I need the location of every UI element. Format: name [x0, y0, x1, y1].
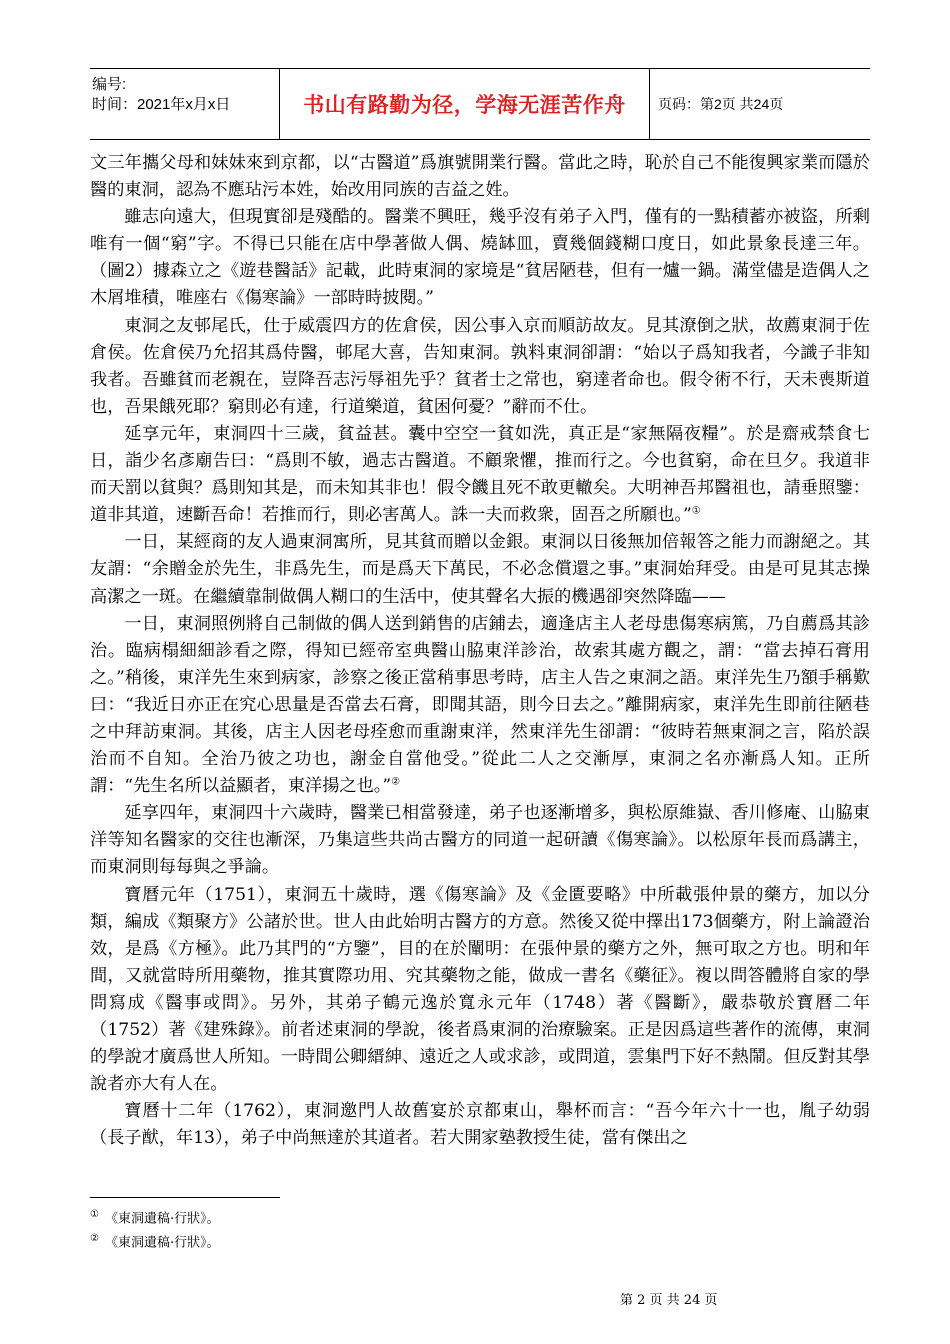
paragraph [90, 611, 870, 801]
footnote-item [90, 1229, 220, 1253]
header-page-label: 页码：第2页 共24页 [658, 96, 784, 112]
footnote-mark[interactable]: ① [691, 505, 701, 517]
footnote-item-text: 《東洞遺稿·行狀》。 [104, 1211, 220, 1227]
paragraph: 雖志向遠大，但現實卻是殘酷的。醫業不興旺，幾乎沒有弟子入門，僅有的一點積蓄亦被盜，所剩唯有一個“窮”字。不得已只能在店中學著做人偶、燒缽皿，賣幾個錢糊口度日，如此景象長達三年。（圖2）據森立之《遊巷醫話》記載，此時東洞的家境是“貧居陋巷，但有一爐一鍋。滿堂儘是造偶人之木屑堆積，唯座右《傷寒論》一部時時披閱。” [90, 207, 870, 309]
paragraph-text: 延享元年，東洞四十三歲，貧益甚。囊中空空一貧如洗，真正是“家無隔夜糧”。於是齋戒禁食七日，詣少名彥廟告曰：“爲則不敏，過志古醫道。不顧衆懼，推而行之。今也貧窮，命在旦夕。我道非而天罰以貧與？爲則知其是，而未知其非也！假令饑且死不敢更轍矣。大明神吾邦醫祖也，請垂照鑒：道非其道，速斷吾命！若推而行，則必害萬人。誅一夫而救衆，固吾之所願也。” [90, 423, 870, 526]
paragraph-text: 一日，東洞照例將自己制做的偶人送到銷售的店鋪去，適逢店主人老母患傷寒病篤，乃自薦爲其診治。臨病榻細細診看之際，得知已經帝室典醫山脇東洋診治，故索其處方觀之，謂：“當去掉石膏用之。”稍後，東洋先生來到病家，診察之後正當稍事思考時，店主人告之東洞之語。東洋先生乃額手稱歎曰：“我近日亦正在究心思量是否當去石膏，即聞其語，則今日去之。”離開病家，東洋先生即前往陋巷之中拜訪東洞。其後，店主人因老母痊愈而重謝東洋，然東洋先生卻謂：“彼時若無東洞之言，陷於誤治而不自知。全治乃彼之功也，謝金自當他受。”從此二人之交漸厚，東洞之名亦漸爲人知。正所謂：“先生名所以益顯者，東洋揚之也。” [90, 613, 870, 797]
footnote-item [90, 1205, 220, 1229]
footnote-divider [90, 1197, 280, 1198]
footnote-mark[interactable]: ② [391, 776, 401, 788]
body-text [90, 150, 870, 1152]
paragraph: 寶曆十二年（1762），東洞邀門人故舊宴於京都東山，舉杯而言：“吾今年六十一也，胤子幼弱（長子猷，年13），弟子中尚無達於其道者。若大開家塾教授生徒，當有傑出之 [90, 1101, 870, 1149]
paragraph: 寶曆元年（1751），東洞五十歲時，選《傷寒論》及《金匱要略》中所載張仲景的藥方，加以分類，編成《類聚方》公諸於世。世人由此始明古醫方的方意。然後又從中擇出173個藥方，附上論證治效，是爲《方極》。此乃其門的“方鑒”，目的在於闡明：在張仲景的藥方之外，無可取之方也。明和年間，又就當時所用藥物，推其實際功用、究其藥物之能，做成一書名《藥征》。複以問答體將自家的學問寫成《醫事或問》。另外，其弟子鶴元逸於寬永元年（1748）著《醫斷》，嚴恭敬於寶曆二年（1752）著《建殊錄》。前者述東洞的學說，後者爲東洞的治療驗案。正是因爲這些著作的流傳，東洞的學說才廣爲世人所知。一時間公卿縉紳、遠近之人或求診，或問道，雲集門下好不熱鬧。但反對其學說者亦大有人在。 [90, 884, 870, 1095]
header-motto: 书山有路勤为径，学海无涯苦作舟 [280, 69, 650, 139]
header-meta [90, 69, 280, 139]
paragraph [90, 421, 870, 529]
footnote-item-mark: ① [90, 1209, 99, 1220]
paragraph: 延享四年，東洞四十六歲時，醫業已相當發達，弟子也逐漸增多，與松原維嶽、香川修庵、山脇東洋等知名醫家的交往也漸深，乃集這些共尚古醫方的同道一起研讀《傷寒論》。以松原年長而爲講主，而東洞則每每與之爭論。 [90, 803, 870, 878]
footnotes [90, 1205, 220, 1254]
paragraph: 一日，某經商的友人過東洞寓所，見其貧而贈以金銀。東洞以日後無加倍報答之能力而謝絕之。其友謂：“余贈金於先生，非爲先生，而是爲天下萬民，不必念償還之事。”東洞始拜受。由是可見其志操高潔之一斑。在繼續靠制做偶人糊口的生活中，使其聲名大振的機遇卻突然降臨—— [90, 532, 870, 607]
paragraph: 東洞之友邨尾氏，仕于威震四方的佐倉侯，因公事入京而順訪故友。見其潦倒之狀，故薦東洞于佐倉侯。佐倉侯乃允招其爲侍醫，邨尾大喜，告知東洞。孰料東洞卻謂：“始以子爲知我者，今識子非知我者。吾雖貧而老親在，豈降吾志污辱祖先乎？貧者士之常也，窮達者命也。假令術不行，天未喪斯道也，吾果餓死耶？窮則必有達，行道樂道，貧困何憂？”辭而不仕。 [90, 315, 870, 417]
page-header [90, 68, 870, 140]
footnote-item-text: 《東洞遺稿·行狀》。 [104, 1235, 220, 1251]
footnote-item-mark: ② [90, 1233, 99, 1245]
page-footer: 第 2 页 共 24 页 [620, 1293, 718, 1308]
paragraph: 文三年攜父母和妹妹來到京都，以“古醫道”爲旗號開業行醫。當此之時，恥於自己不能復興家業而隱於醫的東洞，認為不應玷污本姓，始改用同族的吉益之姓。 [90, 153, 870, 201]
time-label: 时间：2021年x月x日 [92, 96, 231, 113]
serial-label: 编号: [92, 76, 127, 93]
